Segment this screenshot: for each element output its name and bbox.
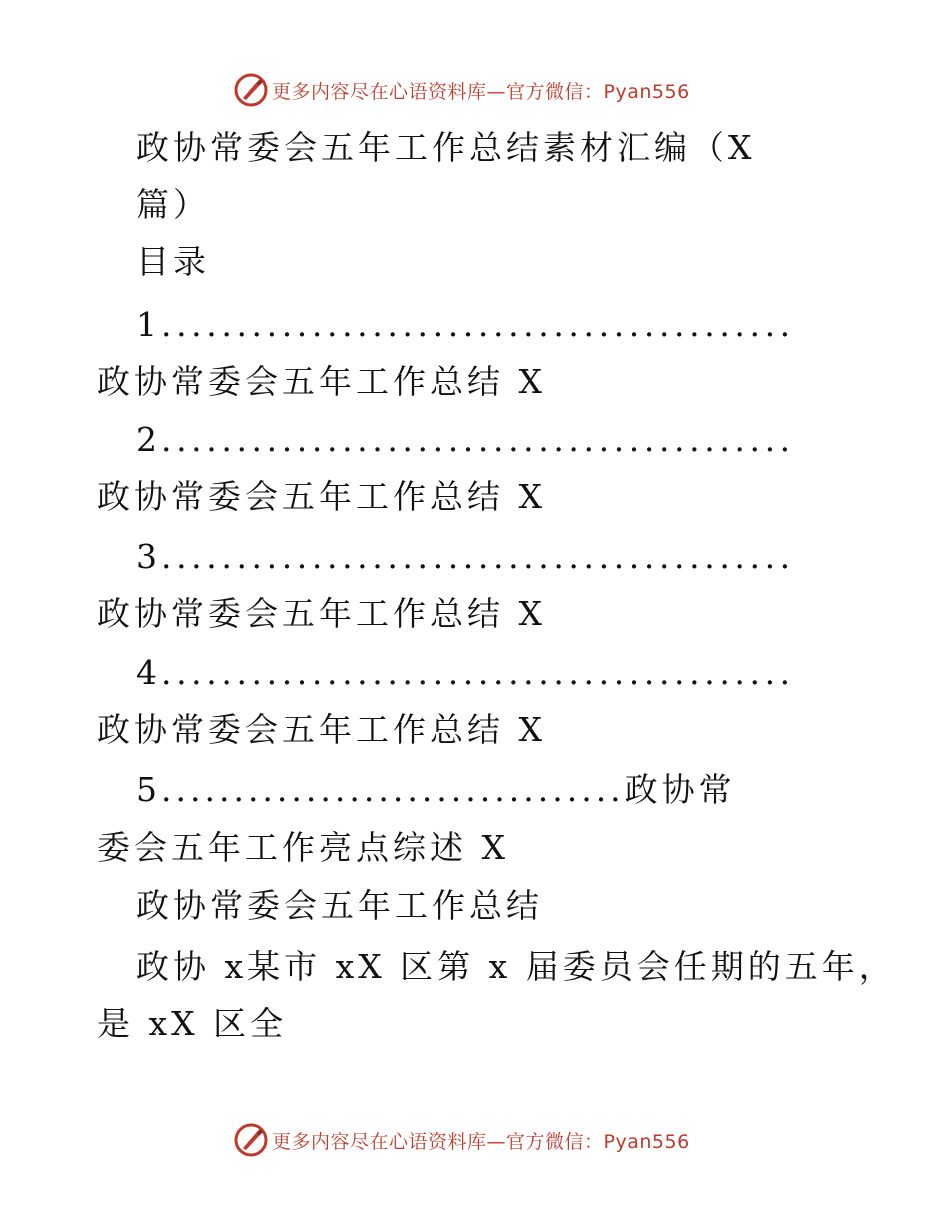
header-watermark-banner [0, 70, 950, 110]
section-heading: 政协常委会五年工作总结 [136, 886, 543, 925]
toc-item-1-number: 1.......................................... [136, 305, 795, 344]
footer-watermark-banner [0, 1120, 950, 1160]
toc-item-1-title: 政协常委会五年工作总结 X [97, 362, 546, 401]
pen-logo-icon [234, 1123, 268, 1157]
toc-item-2-title: 政协常委会五年工作总结 X [97, 477, 546, 516]
toc-item-4-number: 4.......................................... [136, 653, 795, 692]
pen-logo-icon [234, 73, 268, 107]
banner-text: 更多内容尽在心语资料库—官方微信：Pyan556 [272, 1130, 690, 1153]
toc-item-2-number: 2.......................................... [136, 420, 795, 459]
toc-item-5-title: 委会五年工作亮点综述 X [97, 828, 509, 867]
toc-item-5-number: 5................................政协常 [136, 770, 736, 809]
toc-heading: 目录 [136, 242, 210, 281]
toc-item-3-title: 政协常委会五年工作总结 X [97, 594, 546, 633]
banner-text: 更多内容尽在心语资料库—官方微信：Pyan556 [272, 80, 690, 103]
body-paragraph-line-1: 政协 x某市 xX 区第 x 届委员会任期的五年， [136, 947, 896, 986]
body-paragraph-line-2: 是 xX 区全 [97, 1004, 288, 1043]
toc-item-3-number: 3.......................................... [136, 537, 795, 576]
document-title-line-1: 政协常委会五年工作总结素材汇编（X [136, 128, 756, 167]
document-title-line-2: 篇） [136, 185, 210, 224]
toc-item-4-title: 政协常委会五年工作总结 X [97, 710, 546, 749]
